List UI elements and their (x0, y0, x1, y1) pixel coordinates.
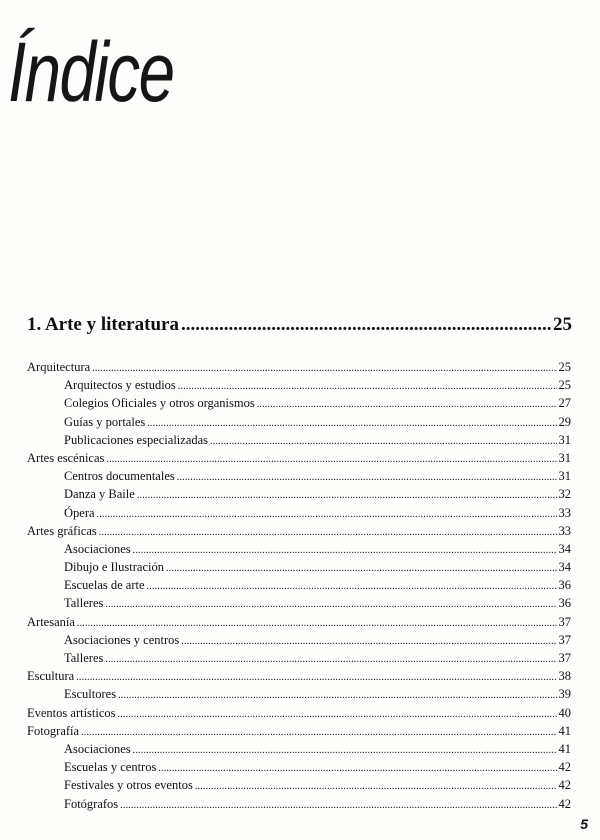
toc-entry-page: 37 (558, 632, 571, 647)
dot-leader (147, 415, 556, 433)
toc-entry-label: Artesanía (27, 614, 75, 629)
toc-list (27, 358, 571, 813)
toc-entry (27, 358, 571, 376)
toc-subentry (27, 776, 571, 794)
toc-entry-page: 29 (558, 414, 571, 429)
dot-leader (97, 506, 557, 524)
toc-entry-page: 40 (558, 705, 571, 720)
toc-subentry (27, 431, 571, 449)
toc-subentry (27, 795, 571, 813)
toc-entry-label: Ópera (64, 505, 95, 520)
dot-leader (105, 651, 556, 669)
toc-subentry (27, 576, 571, 594)
dot-leader (99, 524, 557, 542)
toc-entry-label: Centros documentales (64, 469, 175, 484)
toc-subentry (27, 504, 571, 522)
dot-leader (81, 724, 556, 742)
toc-entry-page: 25 (558, 360, 571, 374)
toc-entry-label: Dibujo e Ilustración (64, 560, 164, 575)
toc-entry-page: 32 (558, 487, 571, 502)
toc-entry-label: Arquitectos y estudios (64, 378, 176, 393)
toc-entry-label: Escultura (27, 669, 75, 684)
dot-leader (133, 742, 557, 760)
toc-subentry (27, 740, 571, 758)
toc-entry-page: 27 (558, 396, 571, 411)
chapter-title: 1. Arte y literatura (27, 314, 179, 335)
toc-entry-label: Asociaciones (64, 741, 131, 756)
toc-entry-page: 41 (558, 741, 571, 756)
toc-entry-page: 34 (558, 541, 571, 556)
toc-entry-page: 36 (558, 596, 571, 611)
toc-subentry (27, 758, 571, 776)
toc-entry-page: 31 (558, 432, 571, 447)
dot-leader (210, 433, 556, 451)
toc-subentry (27, 394, 571, 412)
toc-entry-label: Publicaciones especializadas (64, 432, 209, 447)
toc-subentry (27, 467, 571, 485)
dot-leader (105, 596, 556, 614)
toc-entry-page: 38 (558, 669, 571, 684)
toc-entry (27, 722, 571, 740)
toc-entry (27, 704, 571, 722)
dot-leader (257, 396, 557, 414)
toc-entry-page: 36 (558, 578, 571, 593)
toc-entry-page: 37 (558, 614, 571, 629)
toc-entry-label: Eventos artísticos (27, 705, 116, 720)
toc-subentry (27, 685, 571, 703)
dot-leader (137, 487, 557, 505)
toc-entry (27, 667, 571, 685)
dot-leader (76, 669, 556, 687)
dot-leader (177, 469, 557, 487)
toc-entry-label: Artes escénicas (27, 450, 105, 465)
toc-entry-page: 33 (558, 523, 571, 538)
toc-entry-label: Escuelas de arte (64, 578, 145, 593)
dot-leader (147, 578, 557, 596)
toc-entry-label: Arquitectura (27, 360, 91, 374)
toc-entry-page: 42 (558, 760, 571, 775)
toc-entry-label: Fotógrafos (64, 796, 119, 811)
chapter-page: 25 (553, 314, 572, 335)
toc-subentry (27, 631, 571, 649)
toc-subentry (27, 594, 571, 612)
toc-entry (27, 522, 571, 540)
toc-entry (27, 449, 571, 467)
toc-entry (27, 613, 571, 631)
toc-entry-page: 33 (558, 505, 571, 520)
toc-entry-label: Asociaciones (64, 541, 131, 556)
toc-entry-label: Danza y Baile (64, 487, 135, 502)
toc-entry-label: Colegios Oficiales y otros organismos (64, 396, 255, 411)
toc-entry-label: Asociaciones y centros (64, 632, 180, 647)
chapter-heading (27, 314, 572, 336)
toc-subentry (27, 558, 571, 576)
toc-entry-page: 41 (558, 723, 571, 738)
toc-subentry (27, 485, 571, 503)
toc-entry-page: 37 (558, 651, 571, 665)
toc-entry-page: 39 (558, 687, 571, 702)
toc-entry-page: 34 (558, 560, 571, 575)
dot-leader (118, 706, 557, 724)
toc-entry-label: Talleres (64, 651, 104, 665)
toc-entry-label: Escultores (64, 687, 117, 702)
page-number: 5 (580, 816, 588, 832)
toc-entry-page: 31 (558, 450, 571, 465)
toc-entry-label: Guías y portales (64, 414, 146, 429)
toc-entry-label: Artes gráficas (27, 523, 97, 538)
toc-entry-label: Festivales y otros eventos (64, 778, 193, 793)
dot-leader (181, 633, 556, 651)
toc-entry-page: 42 (558, 796, 571, 811)
toc-entry-label: Fotografía (27, 723, 80, 738)
toc-entry-page: 25 (558, 378, 571, 393)
dot-leader (120, 797, 556, 815)
toc-entry-label: Talleres (64, 596, 104, 611)
toc-entry-page: 31 (558, 469, 571, 484)
dot-leader (181, 314, 551, 336)
dot-leader (195, 778, 557, 796)
toc-entry-page: 42 (558, 778, 571, 793)
dot-leader (133, 542, 557, 560)
dot-leader (158, 760, 556, 778)
toc-subentry (27, 649, 571, 667)
toc-entry-label: Escuelas y centros (64, 760, 157, 775)
toc-subentry (27, 376, 571, 394)
toc-subentry (27, 540, 571, 558)
page-title: Índice (8, 25, 174, 119)
dot-leader (166, 560, 557, 578)
toc-subentry (27, 413, 571, 431)
dot-leader (118, 687, 556, 705)
